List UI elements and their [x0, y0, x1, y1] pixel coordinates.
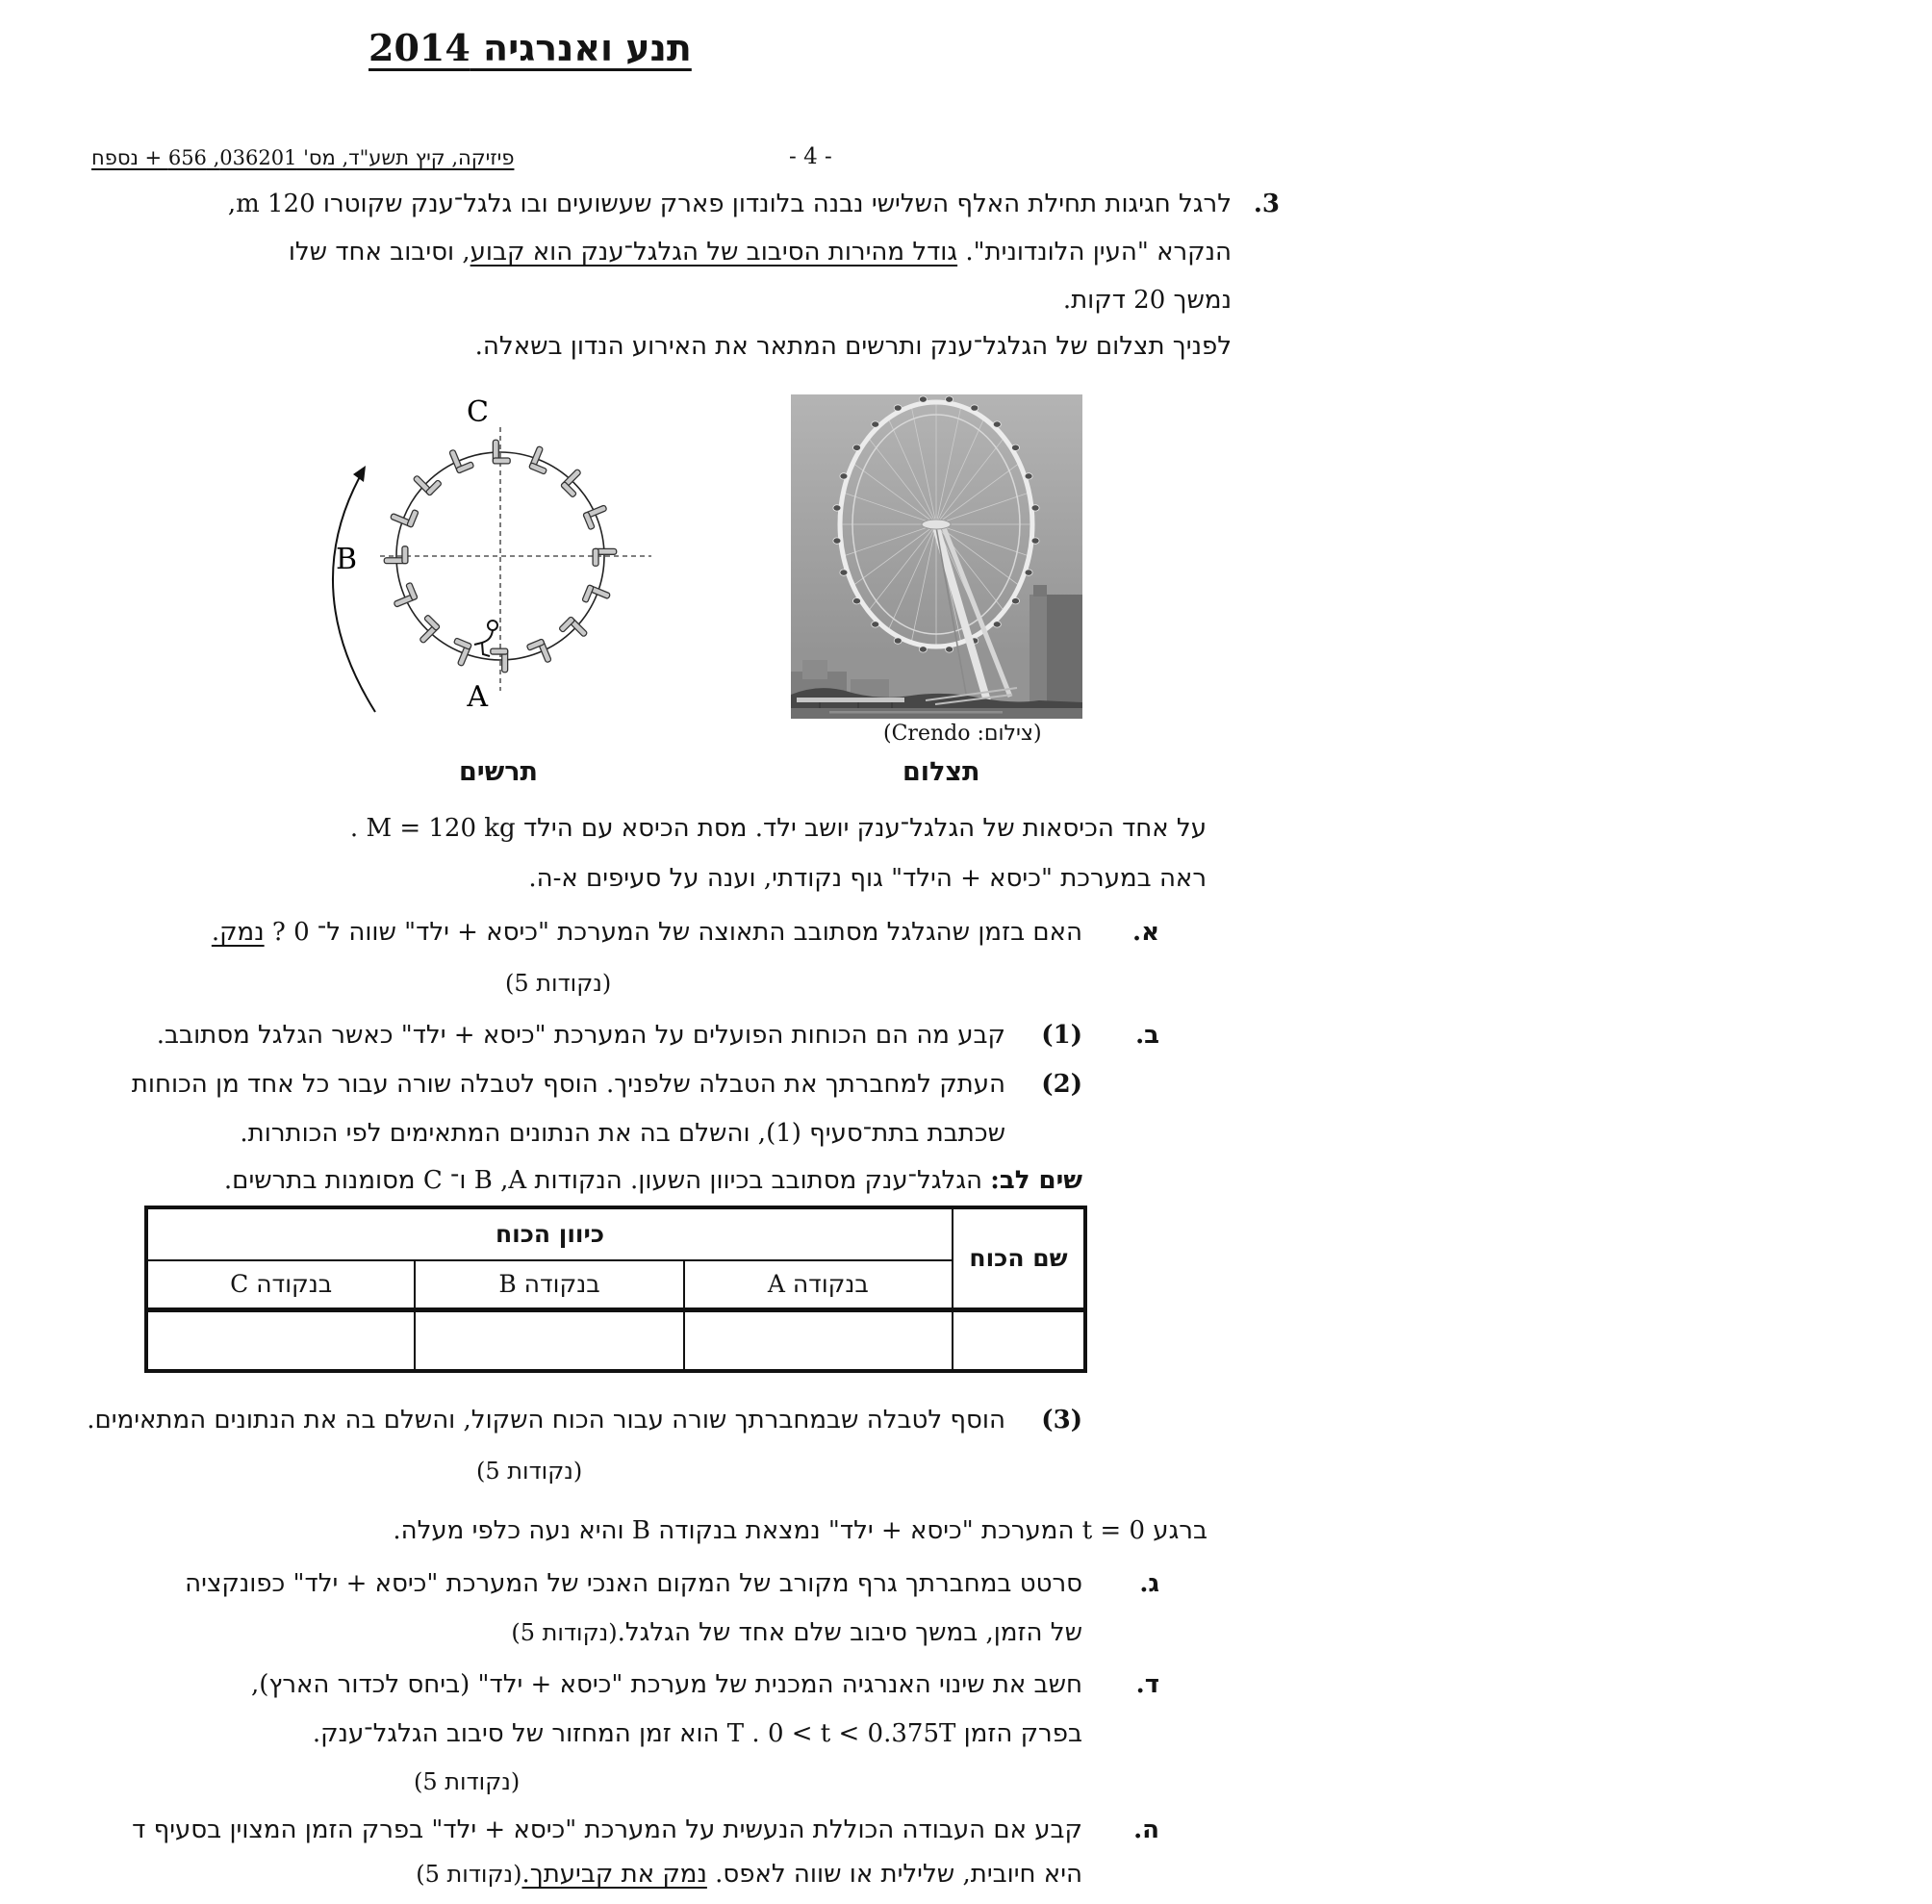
- setup-line1: [350, 813, 1207, 845]
- question-intro-line4: לפניך תצלום של הגלגל־ענק ותרשים המתאר את האירוע הנדון בשאלה.: [474, 332, 1232, 361]
- section-d-line2-post: ‏ . T הוא זמן המחזור של סיבוב הגלגל־ענק.: [312, 1719, 768, 1748]
- section-c-line2-text: של הזמן, במשך סיבוב שלם אחד של הגלגל.: [617, 1618, 1082, 1647]
- section-b3-label: (3): [1041, 1406, 1082, 1434]
- section-a-points: (5 נקודות): [505, 970, 612, 997]
- table-header-row: [146, 1207, 1085, 1260]
- photo-building-right: [1030, 585, 1082, 714]
- table-header-force-name: שם הכוח: [953, 1207, 1085, 1310]
- question-intro-line2: [289, 237, 1232, 268]
- section-a-question: האם בזמן שהגלגל מסתובב התאוצה של המערכת "כיסא + ילד" שווה ל־ 0 ?: [264, 918, 1082, 947]
- section-d-line2-pre: בפרק הזמן: [955, 1719, 1082, 1748]
- ferris-wheel-diagram: [284, 383, 683, 720]
- section-b1-text: קבע מה הם הכוחות הפועלים על המערכת "כיסא + ילד" כאשר הגלגל מסתובב.: [156, 1021, 1005, 1050]
- intro-line2-underlined: גודל מהירות הסיבוב של הגלגל־ענק הוא קבוע: [470, 238, 958, 267]
- rotation-arrow-arc: [333, 471, 375, 712]
- table-empty-cell-A: [684, 1310, 953, 1372]
- interlude-line: ברגע t = 0 המערכת "כיסא + ילד" נמצאת בנקודה B והיא נעה כלפי מעלה.: [393, 1516, 1208, 1545]
- question-intro-line1: לרגל חגיגות תחילת האלף השלישי נבנה בלונדון פארק שעשועים ובו גלגל־ענק שקוטרו 120 m,: [227, 190, 1232, 218]
- section-e-label: ה.: [1133, 1815, 1159, 1844]
- point-label-B: B: [335, 543, 357, 576]
- section-d-line1: חשב את שינוי האנרגיה המכנית של מערכת "כיסא + ילד" (ביחס לכדור הארץ),: [250, 1670, 1082, 1699]
- section-b-label: ב.: [1135, 1021, 1159, 1050]
- section-c-label: ג.: [1139, 1569, 1159, 1598]
- attention-note-text: הגלגל־ענק מסתובב בכיוון השעון. הנקודות A‏, B ו־ C מסומנות בתרשים.: [223, 1166, 991, 1195]
- table-header-force-direction: כיוון הכוח: [146, 1207, 953, 1260]
- diagram-caption: תרשים: [459, 757, 538, 787]
- london-eye-photo: [791, 394, 1082, 719]
- section-e-line2-pre: היא חיובית, שלילית או שווה לאפס.: [706, 1860, 1082, 1889]
- section-b1-label: (1): [1041, 1021, 1082, 1050]
- intro-line2-pre: הנקרא "העין הלונדונית".: [957, 238, 1232, 267]
- setup-line1-text: על אחד הכיסאות של הגלגל־ענק יושב ילד. מסת הכיסא עם הילד: [515, 814, 1207, 843]
- point-label-A: A: [467, 680, 488, 714]
- section-e-line1: קבע אם העבודה הכוללת הנעשית על המערכת "כיסא + ילד" בפרק הזמן המצוין בסעיף ד: [132, 1815, 1082, 1844]
- question-intro-line3: נמשך 20 דקות.: [1062, 286, 1232, 315]
- intro-line2-post: , וסיבוב אחד שלו: [288, 238, 470, 267]
- exam-header: פיזיקה, קיץ תשע"ד, מס' 036201, 656 + נספח: [91, 146, 515, 169]
- section-d-points: (5 נקודות): [414, 1768, 521, 1795]
- section-c-points: (5 נקודות): [511, 1619, 618, 1646]
- forces-table: [144, 1206, 1087, 1373]
- section-a-text: [212, 917, 1082, 949]
- section-b2-line1: העתק למחברתך את הטבלה שלפניך. הוסף לטבלה שורה עבור כל אחד מן הכוחות: [131, 1070, 1005, 1099]
- page-number: - 4 -: [789, 144, 832, 169]
- table-empty-cell-name: [953, 1310, 1085, 1372]
- attention-note-bold: שים לב:: [990, 1166, 1082, 1195]
- question-number: 3.: [1253, 190, 1280, 218]
- section-c-line1: סרטט במחברתך גרף מקורב של המקום האנכי של המערכת "כיסא + ילד" כפונקציה: [185, 1569, 1082, 1598]
- section-d-line2: [313, 1718, 1082, 1750]
- attention-note: [224, 1165, 1082, 1197]
- section-e-points: (5 נקודות): [416, 1861, 522, 1888]
- photo-caption: תצלום: [902, 757, 980, 787]
- section-b2-line2: שכתבת בתת־סעיף (1), והשלם בה את הנתונים המתאימים לפי הכותרות.: [240, 1119, 1005, 1148]
- section-b3-points: (5 נקודות): [476, 1458, 583, 1485]
- table-header-point-C: בנקודה C: [146, 1260, 415, 1310]
- section-b3-text: הוסף לטבלה שבמחברתך שורה עבור הכוח השקול, והשלם בה את הנתונים המתאימים.: [87, 1406, 1005, 1434]
- photo-boat: [829, 711, 1003, 714]
- table-subheader-row: [146, 1260, 1085, 1310]
- table-header-point-B: בנקודה B: [415, 1260, 683, 1310]
- section-b2-label: (2): [1041, 1070, 1082, 1099]
- setup-line1-period: .: [349, 814, 367, 843]
- time-interval-formula: 0 < t < 0.375T: [767, 1719, 956, 1748]
- section-e-line2: [379, 1859, 1082, 1891]
- table-header-point-A: בנקודה A: [684, 1260, 953, 1310]
- photo-credit: (צילום: Crendo): [883, 722, 1042, 746]
- table-empty-cell-C: [146, 1310, 415, 1372]
- table-empty-cell-B: [415, 1310, 683, 1372]
- section-d-label: ד.: [1135, 1670, 1159, 1699]
- mass-formula: M = 120 kg: [366, 814, 516, 843]
- document-title: תנע ואנרגיה 2014: [369, 26, 692, 69]
- section-a-underlined: נמק.: [211, 918, 265, 947]
- section-c-line2: [474, 1617, 1082, 1649]
- section-e-underlined: נמק את קביעתך.: [521, 1860, 707, 1889]
- photo-pier: [797, 698, 904, 702]
- setup-line2: ראה במערכת "כיסא + הילד" גוף נקודתי, וענה על סעיפים א-ה.: [528, 864, 1207, 893]
- photo-wheel-hub: [922, 520, 951, 529]
- section-a-label: א.: [1132, 918, 1159, 947]
- point-label-C: C: [467, 395, 489, 429]
- table-empty-row: [146, 1310, 1085, 1372]
